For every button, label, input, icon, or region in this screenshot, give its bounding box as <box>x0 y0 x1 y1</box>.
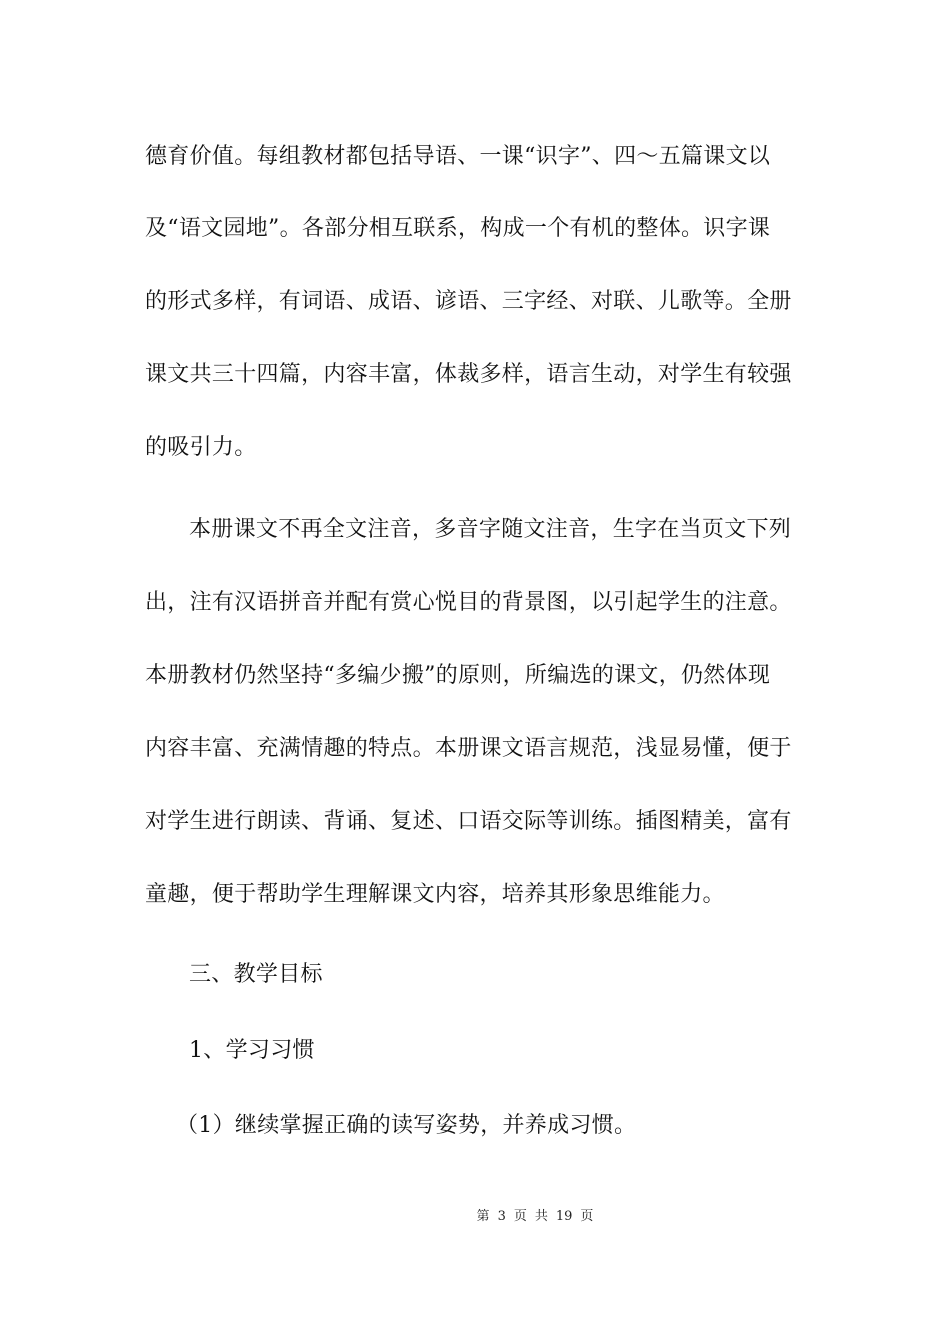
paragraph-line: 课文共三十四篇，内容丰富，体裁多样，语言生动，对学生有较强 <box>145 362 792 387</box>
paragraph-line: 及“语文园地”。各部分相互联系，构成一个有机的整体。识字课 <box>145 216 771 241</box>
list-item: （1）继续掌握正确的读写姿势，并养成习惯。 <box>176 1113 637 1138</box>
footer-total-pages: 19 <box>555 1209 573 1224</box>
paragraph-line: 对学生进行朗读、背诵、复述、口语交际等训练。插图精美，富有 <box>145 809 792 834</box>
subsection-heading: 1、学习习惯 <box>189 1038 315 1063</box>
paragraph-line: 本册教材仍然坚持“多编少搬”的原则，所编选的课文，仍然体现 <box>145 663 771 688</box>
paragraph-line: 的吸引力。 <box>145 435 257 460</box>
paragraph-line: 出，注有汉语拼音并配有赏心悦目的背景图，以引起学生的注意。 <box>145 590 792 615</box>
paragraph-line: 本册课文不再全文注音，多音字随文注音，生字在当页文下列 <box>189 517 792 542</box>
section-heading: 三、教学目标 <box>189 962 323 987</box>
footer-mid1: 页 <box>513 1209 527 1224</box>
paragraph-line: 的形式多样，有词语、成语、谚语、三字经、对联、儿歌等。全册 <box>145 289 792 314</box>
page-footer <box>0 1208 950 1226</box>
footer-mid2: 共 <box>534 1209 548 1224</box>
footer-current-page: 3 <box>497 1209 506 1224</box>
paragraph-line: 德育价值。每组教材都包括导语、一课“识字”、四～五篇课文以 <box>145 144 771 169</box>
paragraph-line: 童趣，便于帮助学生理解课文内容，培养其形象思维能力。 <box>145 882 725 907</box>
footer-prefix: 第 <box>476 1209 490 1224</box>
footer-suffix: 页 <box>580 1209 594 1224</box>
paragraph-line: 内容丰富、充满情趣的特点。本册课文语言规范，浅显易懂，便于 <box>145 736 792 761</box>
